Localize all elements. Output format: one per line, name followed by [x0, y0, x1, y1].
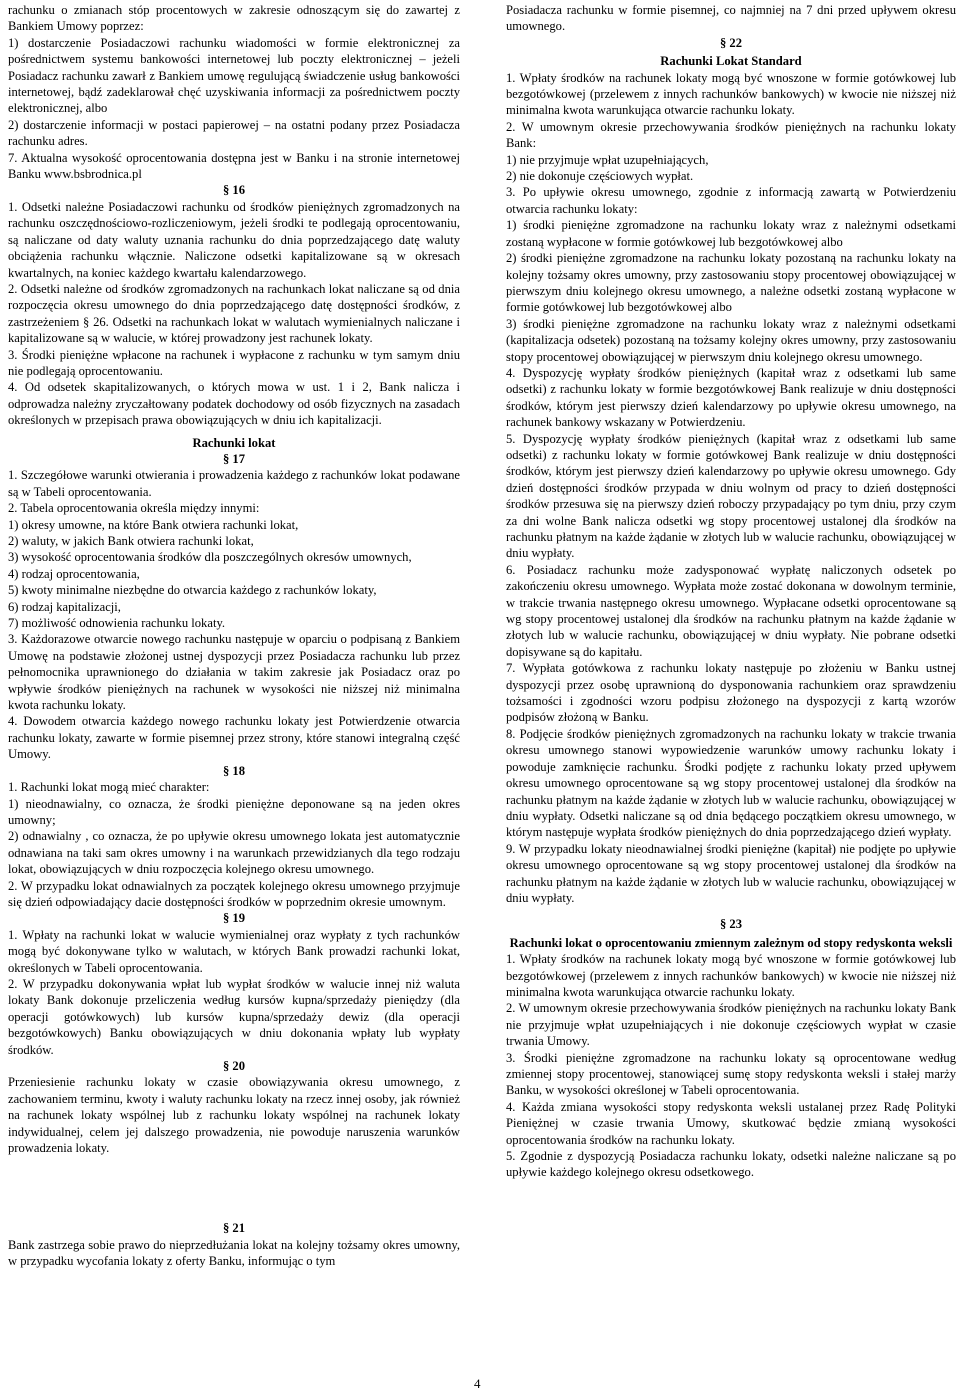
left-paragraph: 2) dostarczenie informacji w postaci papierowej – na ostatni podany przez Posiadacza rachunku adres. — [8, 117, 460, 149]
right-paragraph: 7. Wypłata gotówkowa z rachunku lokaty następuje po złożeniu w Banku ustnej dyspozycji przez osobę uprawnioną do dysponowania rachunkiem oraz sprawdzeniu tożsamości i zgodności wzoru podpisu złożonego na dyspozycji z kartą wzorów podpisów złożoną w Banku. — [506, 661, 956, 725]
page-number: 4 — [474, 1376, 481, 1391]
left-section-number: § 16 — [222, 183, 246, 198]
right-paragraph: 1) środki pieniężne zgromadzone na rachunku lokaty wraz z należnymi odsetkami zostaną wypłacone w formie gotówkowej lub bezgotówkowej albo — [506, 218, 956, 249]
left-paragraph: Przeniesienie rachunku lokaty w czasie obowiązywania okresu umownego, z zachowaniem terminu, kwoty i waluty rachunku lokaty na rzecz innej osoby, jak również na rachunek lokaty wspólnej lub z rachunku lokaty wspólnej na rachunek lokaty indywidualnej, celem jej dalszego prowadzenia, nie powoduje naruszenia warunków prowadzenia lokaty. — [8, 1075, 460, 1156]
left-paragraph: 1. Rachunki lokat mogą mieć charakter: — [8, 780, 210, 795]
right-paragraph: 2. W umownym okresie przechowywania środków pieniężnych na rachunku lokaty Bank: — [506, 119, 956, 151]
left-paragraph: 4. Dowodem otwarcia każdego nowego rachunku lokaty jest Potwierdzenie otwarcia rachunku lokaty, zawarte w formie pisemnej przez strony, które stanowi integralną część Umowy. — [8, 714, 460, 762]
left-paragraph: Bank zastrzega sobie prawo do nieprzedłużania lokat na kolejny tożsamy okres umowny, w przypadku wycofania lokaty z oferty Banku, informując o tym — [8, 1237, 460, 1269]
left-paragraph: 1. Odsetki należne Posiadaczowi rachunku od środków pieniężnych zgromadzonych na rachunku oszczędnościowo-rozliczeniowym, jeżeli środki te podlegają oprocentowaniu, są naliczane od daty waluty uznania rachunku do dnia poprzedzającego datę waluty obciążenia rachunku włącznie. Naliczone odsetki kapitalizowane są w okresach kwartalnych, na koniec każdego kwartału kalendarzowego. — [8, 199, 460, 280]
left-paragraph: 6) rodzaj kapitalizacji, — [8, 599, 121, 614]
left-paragraph: rachunku o zmianach stóp procentowych w zakresie odnoszącym się do zawartej z Bankiem Umowy poprzez: — [8, 3, 460, 34]
right-paragraph: 2. W umownym okresie przechowywania środków pieniężnych na rachunku lokaty Bank nie przyjmuje wpłat uzupełniających i nie dokonuje częściowych wypłat w czasie trwania Umowy. — [506, 1001, 956, 1049]
left-paragraph: 7. Aktualna wysokość oprocentowania dostępna jest w Banku i na stronie internetowej Banku www.bsbrodnica.pl — [8, 150, 460, 182]
left-section-number: § 21 — [222, 1221, 246, 1236]
right-paragraph: 4. Każda zmiana wysokości stopy redyskonta weksli ustalanej przez Radę Polityki Pieniężnej w czasie trwania Umowy, skutkować będzie zmianą wysokości oprocentowania środków na rachunku lokaty. — [506, 1099, 956, 1147]
right-paragraph: 1) nie przyjmuje wpłat uzupełniających, — [506, 152, 709, 167]
right-paragraph: 3) środki pieniężne zgromadzone na rachunku lokaty wraz z należnymi odsetkami (kapitalizacja odsetek) pozostaną na tożsamy kolejny okres umowny, przy zastosowaniu stopy procentowej obowiązującej w pierwszym dniu kolejnego okresu umownego. — [506, 316, 956, 364]
left-paragraph: 3. Każdorazowe otwarcie nowego rachunku następuje w oparciu o podpisaną z Bankiem Umowę na podstawie złożonej ustnej dyspozycji przez Posiadacza rachunku lub przez pełnomocnika uprawnionego do działania w takim zakresie jak Posiadacz oraz po wpływie środków pieniężnych na rachunek w wysokości nie niższej niż minimalna kwota rachunku lokaty. — [8, 632, 460, 713]
left-paragraph: 3) wysokość oprocentowania środków dla poszczególnych okresów umownych, — [8, 550, 412, 565]
right-paragraph: 6. Posiadacz rachunku może zadysponować wypłatę naliczonych odsetek po zakończeniu okresu umownego. Wypłata może zostać dokonana w dowolnym terminie, w trakcie trwania następnego okresu umownego. Wypłacane odsetki oprocentowane są wg stopy procentowej ustalonej dla środków na rachunku płatnym na każde żądanie w złotych lub w walucie rachunku, obowiązującej w dniu wypłaty. Nie pobrane odsetki dopisywane są do kapitału. — [506, 562, 956, 659]
left-paragraph: 1. Szczegółowe warunki otwierania i prowadzenia każdego z rachunków lokat podawane są w Tabeli oprocentowania. — [8, 468, 460, 499]
right-heading: Rachunki Lokat Standard — [660, 54, 802, 69]
left-paragraph: 3. Środki pieniężne wpłacone na rachunek i wypłacone z rachunku w tym samym dniu nie podlegają oprocentowaniu. — [8, 347, 460, 378]
right-paragraph: 5. Dyspozycję wypłaty środków pieniężnych (kapitał wraz z odsetkami lub same odsetki) z rachunku lokaty w formie gotówkowej Bank realizuje w dniu dostępności środków, którym jest pierwszy dzień kalendarzowy po upływie okresu umownego. Gdy dzień dostępności środków przypada w dniu wolnym od pracy to dzień dostępności środków przesuwa się na pierwszy dzień roboczy przypadający po tym dniu, przy czym za dni wolne Bank nalicza odsetki wg stopy procentowej ustalonej dla środków na rachunku płatnym na każde żądanie w złotych lub w walucie rachunku, obowiązującej w dniu wypłaty. — [506, 431, 956, 561]
left-paragraph: 1) dostarczenie Posiadaczowi rachunku wiadomości w formie elektronicznej za pośrednictwem systemu bankowości internetowej lub poczty elektronicznej – jeżeli Posiadacz rachunku zawarł z Bankiem umowę regulującą świadczenie usług bankowości internetowej, bądź zadeklarował chęć uzyskiwania informacji za pośrednictwem poczty elektronicznej, albo — [8, 35, 460, 116]
right-paragraph: Posiadacza rachunku w formie pisemnej, co najmniej na 7 dni przed upływem okresu umownego. — [506, 3, 956, 34]
left-paragraph: 7) możliwość odnowienia rachunku lokaty. — [8, 616, 226, 631]
right-section-number: § 23 — [719, 917, 743, 932]
left-paragraph: 1) okresy umowne, na które Bank otwiera rachunki lokat, — [8, 517, 299, 532]
left-paragraph: 4. Od odsetek skapitalizowanych, o których mowa w ust. 1 i 2, Bank nalicza i odprowadza należny zryczałtowany podatek dochodowy od osób fizycznych na zasadach określonych w przepisach prawa obowiązujących w dniu ich kapitalizacji. — [8, 380, 460, 428]
right-heading: Rachunki lokat o oprocentowaniu zmiennym zależnym od stopy redyskonta weksli — [509, 935, 953, 950]
left-paragraph: 1) nieodnawialny, co oznacza, że środki pieniężne deponowane są na jeden okres umowny; — [8, 796, 460, 827]
right-column — [506, 2, 956, 1181]
left-paragraph: 4) rodzaj oprocentowania, — [8, 566, 140, 581]
left-heading: Rachunki lokat — [192, 435, 276, 450]
left-paragraph: 2) waluty, w jakich Bank otwiera rachunki lokat, — [8, 534, 254, 548]
left-paragraph: 2. W przypadku dokonywania wpłat lub wypłat środków w walucie innej niż waluta lokaty Bank dokonuje przeliczenia według kursów kupna/sprzedaży pieniędzy (dla operacji gotówkowych) lub kursów kupna/sprzedaży dewiz (dla operacji bezgotówkowych) Banku obowiązujących w dniu dokonania wpłaty lub wypłaty środków. — [8, 976, 460, 1057]
right-paragraph: 8. Podjęcie środków pieniężnych zgromadzonych na rachunku lokaty w trakcie trwania okresu umownego stanowi wypowiedzenie warunków umowy rachunku lokaty i powoduje zamknięcie rachunku. Środki podjęte z rachunku lokaty przed upływem okresu umownego oprocentowane są wg stopy procentowej ustalonej dla środków na rachunku płatnym na każde żądanie w złotych lub w walucie rachunku, obowiązującej w dniu wypłaty. Odsetki naliczane są od dnia będącego początkiem okresu umownego, w którym następuje wypłata środków pieniężnych do dnia poprzedzającego dzień wypłaty. — [506, 726, 956, 840]
left-paragraph: 1. Wpłaty na rachunki lokat w walucie wymienialnej oraz wypłaty z tych rachunków mogą być dokonywane tylko w walutach, w których Bank prowadzi rachunki lokat, określonych w Tabeli oprocentowania. — [8, 927, 460, 975]
left-paragraph: 2. W przypadku lokat odnawialnych za początek kolejnego okresu umownego przyjmuje się dzień odpowiadający dacie dostępności środków w poprzednim okresie umownym. — [8, 878, 460, 909]
left-paragraph: 5) kwoty minimalne niezbędne do otwarcia każdego z rachunków lokaty, — [8, 583, 377, 598]
left-paragraph: 2) odnawialny , co oznacza, że po upływie okresu umownego lokata jest automatycznie odnawiana na taki sam okres umowny i na warunkach przewidzianych dla tego rodzaju lokat, obowiązujących w dniu rozpoczęcia kolejnego okresu umownego. — [8, 829, 460, 877]
right-section-number: § 22 — [719, 35, 743, 50]
left-section-number: § 20 — [222, 1059, 246, 1073]
left-section-number: § 19 — [222, 911, 246, 926]
right-paragraph: 1. Wpłaty środków na rachunek lokaty mogą być wnoszone w formie gotówkowej lub bezgotówkowej (przelewem z innych rachunków bankowych) w kwocie nie niższej niż minimalna kwota warunkująca otwarcie rachunku lokaty. — [506, 70, 956, 118]
right-paragraph: 9. W przypadku lokaty nieodnawialnej środki pieniężne (kapitał) nie podjęte po upływie okresu umownego oprocentowane są wg stopy procentowej ustalonej dla środków na rachunku płatnym na każde żądanie w złotych lub w walucie rachunku, obowiązującej w dniu wypłaty. — [506, 841, 956, 905]
right-paragraph: 2) nie dokonuje częściowych wypłat. — [506, 169, 694, 184]
right-paragraph: 3. Po upływie okresu umownego, zgodnie z informacją zawartą w Potwierdzeniu otwarcia rachunku lokaty: — [506, 185, 956, 216]
left-column — [8, 2, 460, 1270]
right-paragraph: 2) środki pieniężne zgromadzone na rachunku lokaty pozostaną na rachunku lokaty na kolejny tożsamy okres umowny, przy zastosowaniu stopy procentowej obowiązującej w pierwszym dniu kolejnego okresu umownego, a należne odsetki zostaną wypłacone w formie gotówkowej lub bezgotówkowej albo — [506, 251, 956, 315]
left-paragraph: 2. Odsetki należne od środków zgromadzonych na rachunkach lokat naliczane są od dnia rozpoczęcia okresu umownego do dnia poprzedzającego datę dostępności środków, z zastrzeżeniem § 26. Odsetki na rachunkach lokat w walutach wymienialnych naliczane i kapitalizowane są w walucie, w której prowadzony jest rachunek lokaty. — [8, 281, 460, 346]
right-paragraph: 1. Wpłaty środków na rachunek lokaty mogą być wnoszone w formie gotówkowej lub bezgotówkowej (przelewem z innych rachunków bankowych) w kwocie nie niższej niż minimalna kwota warunkująca otwarcie rachunku lokaty. — [506, 952, 956, 999]
left-section-number: § 17 — [222, 451, 246, 466]
right-paragraph: 4. Dyspozycję wypłaty środków pieniężnych (kapitał wraz z odsetkami lub same odsetki) z rachunku lokaty w formie bezgotówkowej Bank realizuje w dniu dostępności środków, którym jest pierwszy dzień kalendarzowy po upływie okresu umownego, na rachunek bankowy wskazany w Potwierdzeniu. — [506, 365, 956, 430]
right-paragraph: 3. Środki pieniężne zgromadzone na rachunku lokaty są oprocentowane według zmiennej stopy procentowej, stanowiącej sumę stopy redyskonta weksli i stałej marży Banku, w wysokości określonej w Tabeli oprocentowania. — [506, 1050, 956, 1098]
left-paragraph: 2. Tabela oprocentowania określa między innymi: — [8, 501, 260, 516]
right-paragraph: 5. Zgodnie z dyspozycją Posiadacza rachunku lokaty, odsetki należne naliczane są po upływie każdego kolejnego okresu odsetkowego. — [506, 1149, 956, 1180]
left-section-number: § 18 — [222, 763, 246, 778]
